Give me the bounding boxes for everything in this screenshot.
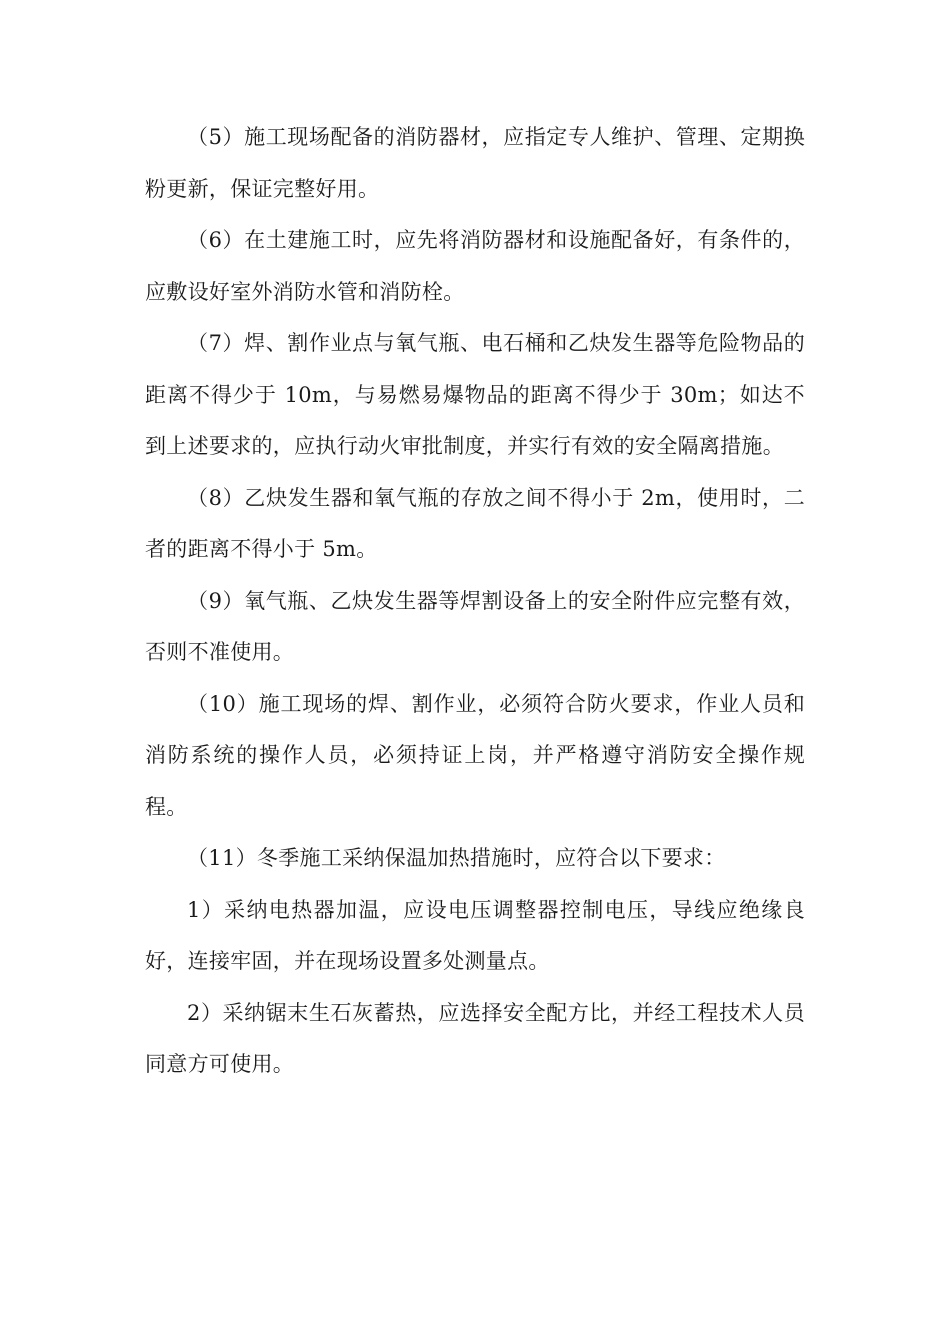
paragraph-6: （6）在土建施工时，应先将消防器材和设施配备好，有条件的，应敷设好室外消防水管和消防栓。 bbox=[145, 228, 805, 304]
paragraph-5: （5）施工现场配备的消防器材，应指定专人维护、管理、定期换粉更新，保证完整好用。 bbox=[145, 125, 805, 201]
paragraph-11: （11）冬季施工采纳保温加热措施时，应符合以下要求： bbox=[187, 846, 726, 870]
sub-item-1: 1）采纳电热器加温，应设电压调整器控制电压，导线应绝缘良好，连接牢固，并在现场设置多处测量点。 bbox=[145, 897, 805, 973]
sub-item-2: 2）采纳锯末生石灰蓄热，应选择安全配方比，并经工程技术人员同意方可使用。 bbox=[145, 1000, 805, 1076]
paragraph-8: （8）乙炔发生器和氧气瓶的存放之间不得小于 2m，使用时，二者的距离不得小于 5m。 bbox=[145, 485, 805, 561]
document-body bbox=[145, 112, 805, 1091]
paragraph-10: （10）施工现场的焊、割作业，必须符合防火要求，作业人员和消防系统的操作人员，必须持证上岗，并严格遵守消防安全操作规程。 bbox=[145, 691, 805, 819]
paragraph-9: （9）氧气瓶、乙炔发生器等焊割设备上的安全附件应完整有效，否则不准使用。 bbox=[145, 588, 805, 664]
paragraph-7: （7）焊、割作业点与氧气瓶、电石桶和乙炔发生器等危险物品的距离不得少于 10m，与易燃易爆物品的距离不得少于 30m；如达不到上述要求的，应执行动火审批制度，并实行有效的安全隔离措施。 bbox=[145, 331, 805, 458]
